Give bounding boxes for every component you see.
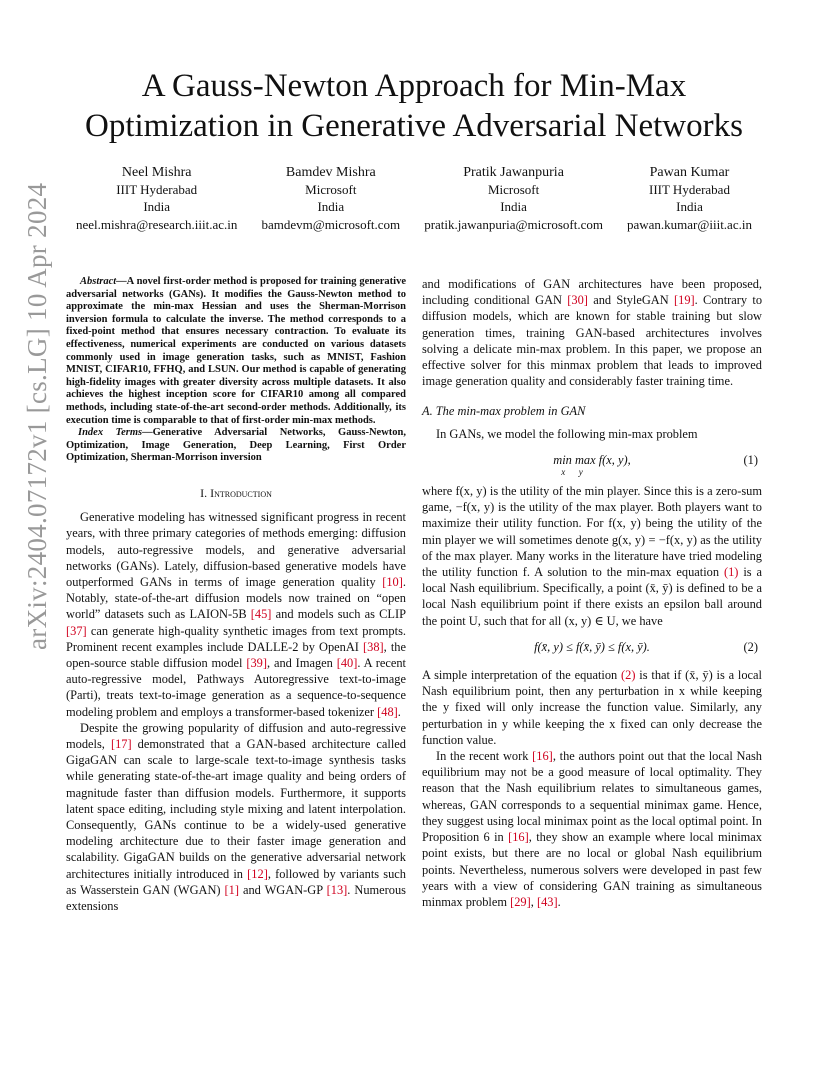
index-terms-text: —Generative Adversarial Networks, Gauss-Newton, Optimization, Image Generation, Deep Learning, First Order Optimization, Sherman-Morrison inversion xyxy=(66,427,406,464)
subsection-heading: A. The min-max problem in GAN xyxy=(422,404,586,419)
citation-link[interactable]: [39] xyxy=(246,655,267,670)
citation-link[interactable]: [1] xyxy=(224,882,239,897)
author-name: Bamdev Mishra xyxy=(285,165,376,180)
author-block xyxy=(424,164,603,233)
intro-paragraph-2: Despite the growing popularity of diffusion and auto-regressive models, [17] demonstrated that a GAN-based architecture called GigaGAN can scale to large-scale text-to-image synthesis tasks while generating state-of-the-art image quality and being orders of magnitude faster than diffusion models. Furthermore, it supports latent space editing, including style mixing and latent interpolation. Consequently, GANs continue to be a widely-used generative modeling architecture due to their faster image generation and scalability. GigaGAN builds on the generative adversarial network architectures initially introduced in [12], followed by variants such as Wasserstein GAN (WGAN) [1] and WGAN-GP [13]. Numerous extensions xyxy=(66,720,406,913)
citation-link[interactable]: [19] xyxy=(674,293,695,308)
citation-link[interactable]: [10] xyxy=(382,574,403,589)
citation-link[interactable]: [13] xyxy=(326,882,348,897)
author-email[interactable]: bamdevm@microsoft.com xyxy=(261,216,401,232)
citation-link[interactable]: [30] xyxy=(567,293,588,308)
author-country: India xyxy=(500,199,527,215)
left-column xyxy=(66,276,406,914)
abstract-label: Abstract xyxy=(80,276,117,287)
author-affiliation: IIIT Hyderabad xyxy=(648,182,730,198)
citation-link[interactable]: [12] xyxy=(247,866,268,881)
right-column xyxy=(422,276,762,910)
citation-link[interactable]: [43] xyxy=(536,894,558,909)
citation-link[interactable]: [16] xyxy=(508,830,529,845)
author-block xyxy=(627,164,752,233)
paper-title xyxy=(60,66,768,146)
equation-1 xyxy=(422,452,762,477)
author-name: Pratik Jawanpuria xyxy=(463,165,564,180)
right-paragraph-5: In the recent work [16], the authors point out that the local Nash equilibrium may not be a good measure of local optimality. They reason that the Nash equilibrium relates to simultaneous games, whereas, GAN corresponds to a sequential minimax game. Hence, they suggest using local minimax point as the local optimal point. In Proposition 6 in [16], they show an example where local minimax point exists, but there are no local or global Nash equilibrium points. Nevertheless, numerous solvers were developed in past few years with a view of considering GAN training as simultaneous minmax problem [29], [43]. xyxy=(422,749,763,909)
author-country: India xyxy=(317,199,345,215)
intro-paragraph-1: Generative modeling has witnessed significant progress in recent years, with three primary categories of methods emerging: diffusion models, auto-regressive models, and generative adversarial networks (GANs). Lately, diffusion-based generative models have outperformed GANs in terms of image generation quality [10]. Notably, state-of-the-art diffusion models now trained on “open world” datasets such as LAION-5B [45] and models such as CLIP [37] can generate high-quality synthetic images from text prompts. Prominent recent examples include DALLE-2 by OpenAI [38], the open-source stable diffusion model [39], and Imagen [40]. A recent auto-regressive model, Pathways Autoregressive text-to-image (Parti), treats text-to-image generation as a sequence-to-sequence modeling problem and employs a transformer-based tokenizer [48]. xyxy=(66,510,406,719)
author-country: India xyxy=(143,199,171,215)
equation-2-number: (2) xyxy=(743,639,758,654)
right-paragraph-3: where f(x, y) is the utility of the min player. Since this is a zero-sum game, −f(x, y) is the utility of the max player. Both players want to maximize their utility function. For f(x, y) being the utility of the min player we will sometimes denote g(x, y) = −f(x, y) as the utility of the max player. Many works in the literature have tried modeling the utility function f. A solution to the min-max equation (1) is a local Nash equilibrium. Specifically, a point (x̄, ȳ) is defined to be a local Nash equilibrium point if there exists an epsilon ball around the point U, such that for all (x, y) ∈ U, we have xyxy=(422,484,762,628)
right-paragraph-1: and modifications of GAN architectures have been proposed, including conditional GAN [30] and StyleGAN [19]. Contrary to diffusion models, which are known for stable training but slow generation times, training GAN-based architectures involves solving a delicate min-max problem. In this paper, we propose an effective solver for this minmax problem that leads to improved image generation quality and considerably faster training time. xyxy=(422,277,763,389)
author-block xyxy=(261,164,400,233)
section-heading-introduction: I. Introduction xyxy=(200,485,272,500)
equation-2-body: f(x̄, y) ≤ f(x̄, ȳ) ≤ f(x, ȳ). xyxy=(534,639,650,654)
author-block xyxy=(76,164,237,233)
citation-link[interactable]: [40] xyxy=(336,655,358,670)
author-name: Pawan Kumar xyxy=(649,165,730,180)
equation-reference[interactable]: (2) xyxy=(621,668,636,683)
title-line-2: Optimization in Generative Adversarial Networks xyxy=(85,108,743,144)
author-affiliation: IIIT Hyderabad xyxy=(116,182,198,198)
equation-2 xyxy=(422,639,762,655)
arxiv-sidebar-id: arXiv:2404.07172v1 [cs.LG] 10 Apr 2024 xyxy=(22,182,52,650)
citation-link[interactable]: [37] xyxy=(66,623,87,638)
author-affiliation: Microsoft xyxy=(487,182,540,198)
abstract-text: —A novel first-order method is proposed for training generative adversarial networks (GANs). It modifies the Gauss-Newton method to approximate the min-max Hessian and uses the Sherman-Morrison inversion formula to calculate the inverse. The method corresponds to a fixed-point method that ensures necessary contraction. To evaluate its effectiveness, numerical experiments are conducted on various datasets commonly used in image generation tasks, such as MNIST, Fashion MNIST, CIFAR10, FFHQ, and LSUN. Our method is capable of generating high-fidelity images with greater diversity across multiple datasets. It also achieves the highest inception score for CIFAR10 among all compared methods, including state-of-the-art second-order methods. Additionally, its execution time is comparable to that of first-order min-max methods. xyxy=(66,276,406,426)
index-terms xyxy=(66,427,406,465)
title-line-1: A Gauss-Newton Approach for Min-Max xyxy=(141,68,687,104)
citation-link[interactable]: [17] xyxy=(110,736,132,751)
equation-1-body: min max f(x, y), xyxy=(553,452,631,467)
equation-1-subscripts: x y xyxy=(561,467,583,478)
citation-link[interactable]: [45] xyxy=(250,607,272,622)
author-email[interactable]: neel.mishra@research.iiit.ac.in xyxy=(76,216,238,232)
author-affiliation: Microsoft xyxy=(305,182,357,198)
citation-link[interactable]: [29] xyxy=(510,894,531,909)
abstract xyxy=(66,276,406,427)
citation-link[interactable]: [38] xyxy=(363,639,384,654)
author-country: India xyxy=(676,199,703,215)
citation-link[interactable]: [48] xyxy=(377,704,398,719)
citation-link[interactable]: [16] xyxy=(532,749,553,764)
right-paragraph-4: A simple interpretation of the equation (2) is that if (x̄, ȳ) is a local Nash equilibrium point, then any perturbation in x while keeping the y fixed will only increase the function value. Similarly, any perturbation in y while keeping the x fixed can only decrease the function value. xyxy=(422,668,762,747)
author-email[interactable]: pawan.kumar@iiit.ac.in xyxy=(627,216,752,232)
equation-reference[interactable]: (1) xyxy=(723,565,739,580)
equation-1-number: (1) xyxy=(743,452,758,467)
right-paragraph-2: In GANs, we model the following min-max problem xyxy=(436,426,698,441)
author-list xyxy=(76,164,752,233)
author-email[interactable]: pratik.jawanpuria@microsoft.com xyxy=(424,216,603,232)
author-name: Neel Mishra xyxy=(121,165,192,180)
index-terms-label: Index Terms xyxy=(78,427,143,439)
